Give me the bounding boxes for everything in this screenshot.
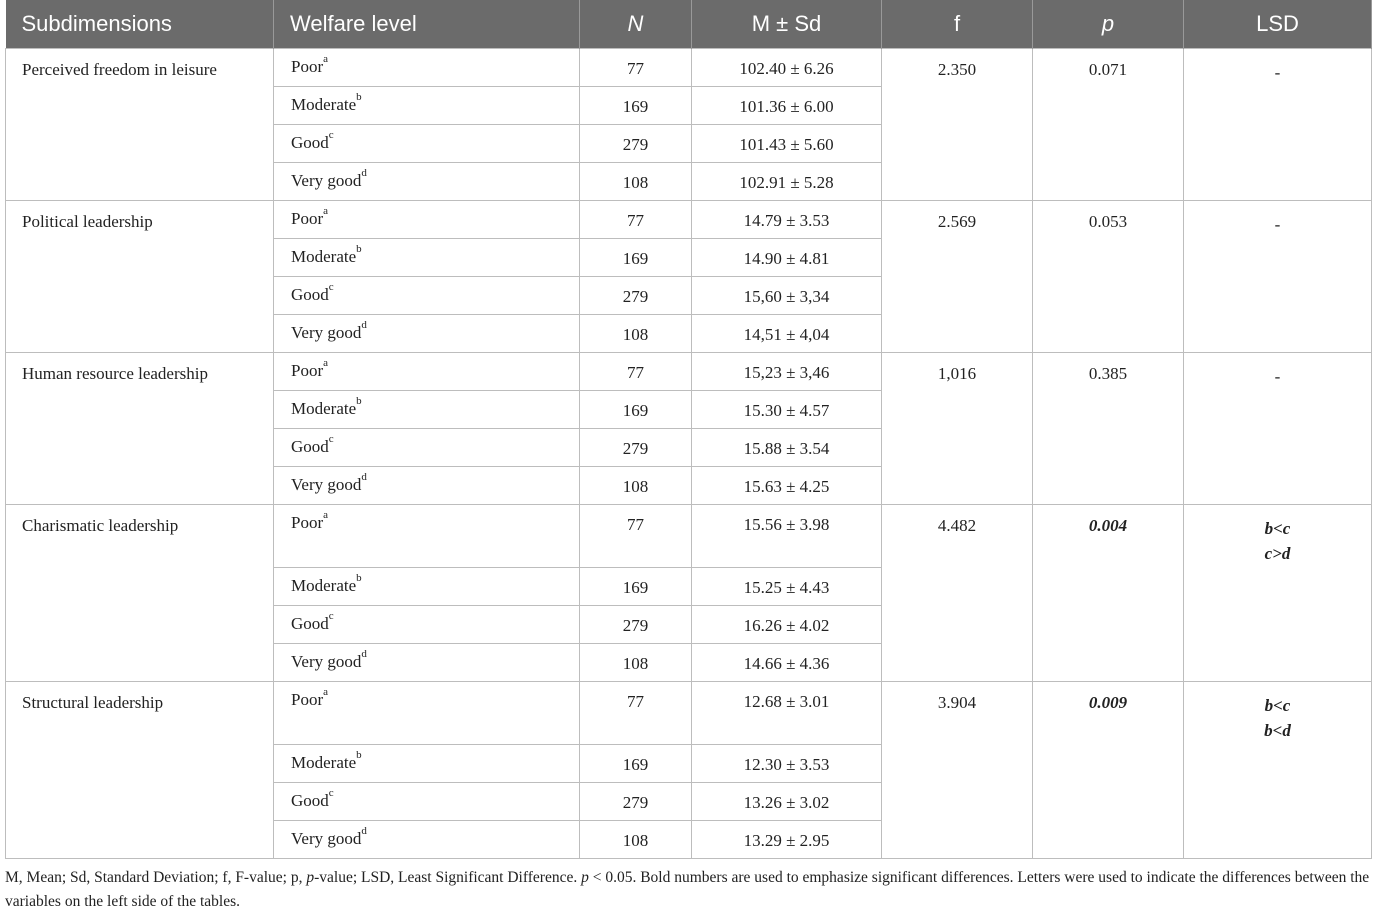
p-value-cell: 0.053 <box>1033 201 1184 353</box>
lsd-comparison: b<d <box>1264 721 1291 740</box>
table-footnote <box>5 866 1371 914</box>
mean-sd-cell: 13.29 ± 2.95 <box>692 821 882 859</box>
mean-sd-cell: 12.68 ± 3.01 <box>692 682 882 745</box>
welfare-level-superscript: d <box>361 471 367 483</box>
welfare-level-superscript: b <box>356 749 362 761</box>
table-row <box>6 353 1372 391</box>
mean-sd-cell: 16.26 ± 4.02 <box>692 606 882 644</box>
mean-sd-cell: 15.30 ± 4.57 <box>692 391 882 429</box>
p-value-cell: 0.004 <box>1033 505 1184 682</box>
subdimension-cell: Political leadership <box>6 201 274 353</box>
welfare-level-label: Very good <box>291 652 362 671</box>
mean-sd-cell: 15,23 ± 3,46 <box>692 353 882 391</box>
welfare-level-superscript: b <box>356 572 362 584</box>
welfare-level-label: Moderate <box>291 247 357 266</box>
lsd-comparison: - <box>1274 63 1281 82</box>
welfare-level-cell <box>274 682 580 745</box>
welfare-level-label: Poor <box>291 690 324 709</box>
n-cell: 108 <box>580 315 692 353</box>
table-body <box>6 49 1372 859</box>
n-cell: 279 <box>580 429 692 467</box>
n-cell: 169 <box>580 87 692 125</box>
mean-sd-cell: 14.66 ± 4.36 <box>692 644 882 682</box>
welfare-level-label: Very good <box>291 171 362 190</box>
footnote-part1: M, Mean; Sd, Standard Deviation; f, F-value; p, <box>5 869 307 886</box>
welfare-level-label: Moderate <box>291 753 357 772</box>
welfare-level-cell <box>274 391 580 429</box>
n-cell: 108 <box>580 163 692 201</box>
n-cell: 77 <box>580 505 692 568</box>
welfare-level-label: Moderate <box>291 95 357 114</box>
welfare-level-superscript: c <box>328 610 334 622</box>
welfare-level-label: Good <box>291 437 329 456</box>
welfare-level-superscript: a <box>323 686 329 698</box>
lsd-cell <box>1184 682 1372 859</box>
lsd-cell <box>1184 49 1372 201</box>
welfare-level-cell <box>274 505 580 568</box>
p-value-cell: 0.385 <box>1033 353 1184 505</box>
header-m-sd: M ± Sd <box>692 0 882 49</box>
mean-sd-cell: 101.36 ± 6.00 <box>692 87 882 125</box>
welfare-level-cell <box>274 163 580 201</box>
n-cell: 279 <box>580 277 692 315</box>
mean-sd-cell: 15,60 ± 3,34 <box>692 277 882 315</box>
welfare-level-label: Poor <box>291 361 324 380</box>
welfare-level-cell <box>274 315 580 353</box>
n-cell: 108 <box>580 821 692 859</box>
mean-sd-cell: 13.26 ± 3.02 <box>692 783 882 821</box>
welfare-level-label: Good <box>291 133 329 152</box>
table-row <box>6 505 1372 568</box>
welfare-level-label: Moderate <box>291 399 357 418</box>
header-subdimensions: Subdimensions <box>6 0 274 49</box>
welfare-level-label: Poor <box>291 513 324 532</box>
subdimension-cell: Charismatic leadership <box>6 505 274 682</box>
welfare-level-superscript: d <box>361 825 367 837</box>
welfare-level-label: Very good <box>291 323 362 342</box>
welfare-level-superscript: b <box>356 243 362 255</box>
header-lsd: LSD <box>1184 0 1372 49</box>
mean-sd-cell: 15.56 ± 3.98 <box>692 505 882 568</box>
welfare-level-superscript: a <box>323 53 329 65</box>
mean-sd-cell: 15.63 ± 4.25 <box>692 467 882 505</box>
table-row <box>6 201 1372 239</box>
welfare-level-cell <box>274 644 580 682</box>
mean-sd-cell: 14,51 ± 4,04 <box>692 315 882 353</box>
f-value-cell: 2.350 <box>882 49 1033 201</box>
mean-sd-cell: 14.90 ± 4.81 <box>692 239 882 277</box>
mean-sd-cell: 15.25 ± 4.43 <box>692 568 882 606</box>
n-cell: 279 <box>580 783 692 821</box>
welfare-level-superscript: c <box>328 129 334 141</box>
table-row <box>6 49 1372 87</box>
footnote-p-italic-2: p <box>581 869 589 886</box>
n-cell: 77 <box>580 682 692 745</box>
footnote-p-italic: p <box>306 869 315 886</box>
welfare-level-superscript: d <box>361 167 367 179</box>
results-table <box>5 0 1372 859</box>
welfare-level-cell <box>274 353 580 391</box>
welfare-level-cell <box>274 568 580 606</box>
lsd-cell <box>1184 353 1372 505</box>
p-value-cell: 0.071 <box>1033 49 1184 201</box>
n-cell: 279 <box>580 125 692 163</box>
header-n: N <box>580 0 692 49</box>
mean-sd-cell: 102.40 ± 6.26 <box>692 49 882 87</box>
welfare-level-cell <box>274 239 580 277</box>
header-p: p <box>1033 0 1184 49</box>
f-value-cell: 1,016 <box>882 353 1033 505</box>
f-value-cell: 2.569 <box>882 201 1033 353</box>
f-value-cell: 4.482 <box>882 505 1033 682</box>
welfare-level-superscript: c <box>328 433 334 445</box>
n-cell: 77 <box>580 201 692 239</box>
mean-sd-cell: 14.79 ± 3.53 <box>692 201 882 239</box>
welfare-level-cell <box>274 201 580 239</box>
footnote-part2: -value; LSD, Least Significant Difference. <box>314 869 582 886</box>
lsd-cell <box>1184 505 1372 682</box>
welfare-level-label: Good <box>291 285 329 304</box>
welfare-level-label: Moderate <box>291 576 357 595</box>
welfare-level-label: Poor <box>291 57 324 76</box>
welfare-level-superscript: a <box>323 509 329 521</box>
n-cell: 169 <box>580 568 692 606</box>
n-cell: 77 <box>580 353 692 391</box>
f-value-cell: 3.904 <box>882 682 1033 859</box>
welfare-level-superscript: c <box>328 787 334 799</box>
lsd-comparison: b<c <box>1264 519 1291 538</box>
lsd-comparison: - <box>1274 367 1281 386</box>
welfare-level-superscript: b <box>356 395 362 407</box>
welfare-level-superscript: c <box>328 281 334 293</box>
welfare-level-label: Very good <box>291 829 362 848</box>
footnote-part3: < 0.05. Bold numbers are used to emphasize significant differences. Letters were used to indicate the differences between the variables on the left side of the tables. <box>5 869 1370 910</box>
results-table-container <box>5 0 1371 859</box>
welfare-level-label: Poor <box>291 209 324 228</box>
n-cell: 77 <box>580 49 692 87</box>
welfare-level-superscript: b <box>356 91 362 103</box>
welfare-level-cell <box>274 429 580 467</box>
welfare-level-cell <box>274 606 580 644</box>
welfare-level-cell <box>274 745 580 783</box>
welfare-level-cell <box>274 125 580 163</box>
n-cell: 169 <box>580 745 692 783</box>
n-cell: 169 <box>580 239 692 277</box>
subdimension-cell: Structural leadership <box>6 682 274 859</box>
welfare-level-cell <box>274 87 580 125</box>
table-header <box>6 0 1372 49</box>
n-cell: 108 <box>580 644 692 682</box>
welfare-level-cell <box>274 821 580 859</box>
welfare-level-superscript: d <box>361 319 367 331</box>
welfare-level-cell <box>274 783 580 821</box>
lsd-cell <box>1184 201 1372 353</box>
welfare-level-superscript: a <box>323 357 329 369</box>
mean-sd-cell: 101.43 ± 5.60 <box>692 125 882 163</box>
header-welfare-level: Welfare level <box>274 0 580 49</box>
p-value-cell: 0.009 <box>1033 682 1184 859</box>
welfare-level-label: Very good <box>291 475 362 494</box>
welfare-level-cell <box>274 467 580 505</box>
lsd-comparison: - <box>1274 215 1281 234</box>
welfare-level-cell <box>274 49 580 87</box>
header-f: f <box>882 0 1033 49</box>
n-cell: 169 <box>580 391 692 429</box>
welfare-level-label: Good <box>291 791 329 810</box>
welfare-level-cell <box>274 277 580 315</box>
lsd-comparison: c>d <box>1264 544 1291 563</box>
subdimension-cell: Human resource leadership <box>6 353 274 505</box>
welfare-level-superscript: a <box>323 205 329 217</box>
mean-sd-cell: 15.88 ± 3.54 <box>692 429 882 467</box>
welfare-level-superscript: d <box>361 648 367 660</box>
mean-sd-cell: 12.30 ± 3.53 <box>692 745 882 783</box>
n-cell: 108 <box>580 467 692 505</box>
subdimension-cell: Perceived freedom in leisure <box>6 49 274 201</box>
mean-sd-cell: 102.91 ± 5.28 <box>692 163 882 201</box>
n-cell: 279 <box>580 606 692 644</box>
welfare-level-label: Good <box>291 614 329 633</box>
table-row <box>6 682 1372 745</box>
lsd-comparison: b<c <box>1264 696 1291 715</box>
